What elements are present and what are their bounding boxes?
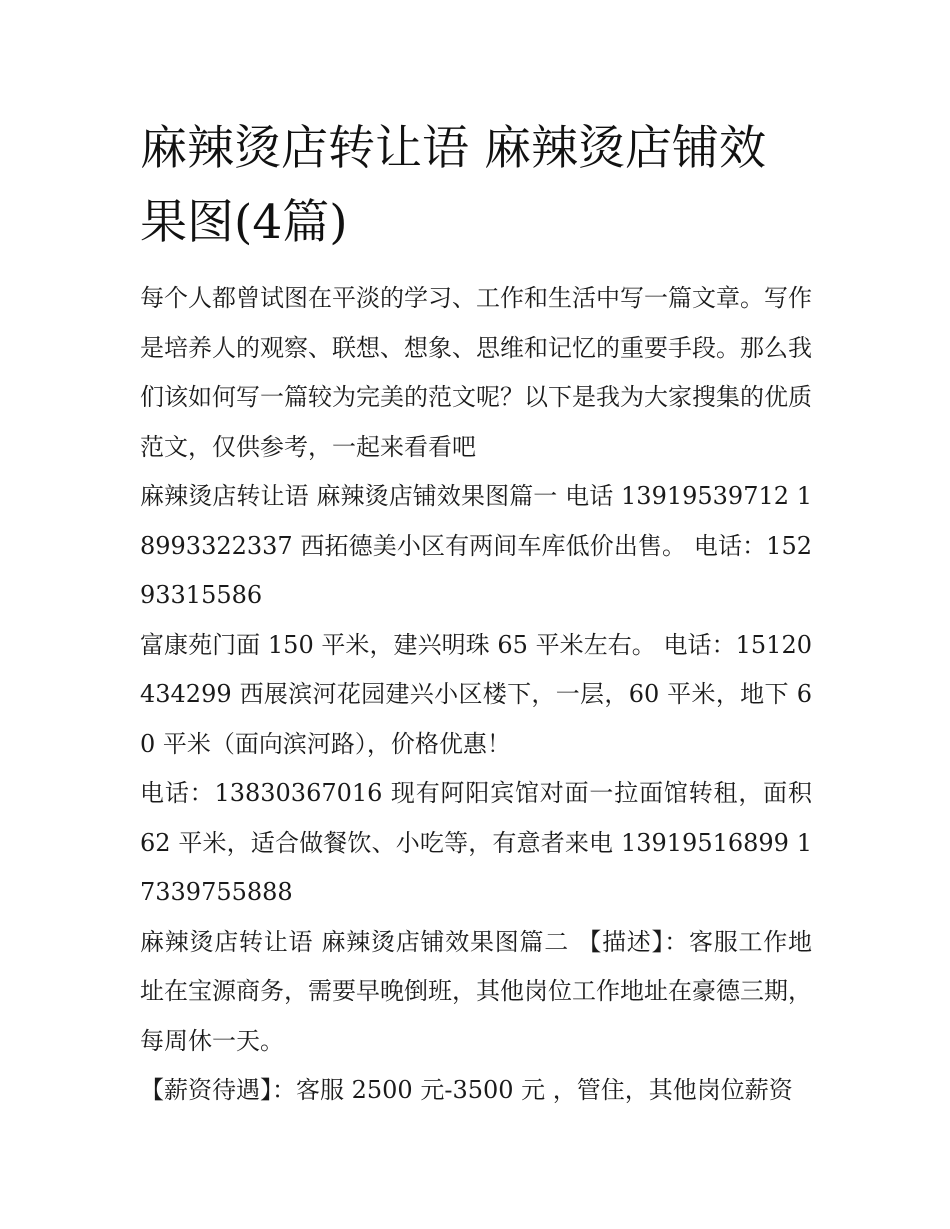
intro-paragraph: 每个人都曾试图在平淡的学习、工作和生活中写一篇文章。写作是培养人的观察、联想、想象、思维和记忆的重要手段。那么我们该如何写一篇较为完美的范文呢？以下是我为大家搜集的优质范文，仅供参考，一起来看看吧	[140, 284, 812, 461]
article-two-paragraph: 麻辣烫店转让语 麻辣烫店铺效果图篇二 【描述】：客服工作地址在宝源商务，需要早晚倒班，其他岗位工作地址在豪德三期，每周休一天。	[140, 927, 812, 1055]
noodle-shop-paragraph: 电话：13830367016 现有阿阳宾馆对面一拉面馆转租，面积 62 平米，适合做餐饮、小吃等，有意者来电 13919516899 17339755888	[140, 779, 812, 906]
document-title: 麻辣烫店转让语 麻辣烫店铺效果图(4篇)	[140, 121, 766, 250]
shopfront-paragraph: 富康苑门面 150 平米，建兴明珠 65 平米左右。 电话：15120434299 西展滨河花园建兴小区楼下，一层，60 平米，地下 60 平米（面向滨河路），价格优惠！	[140, 630, 812, 758]
article-one-paragraph: 麻辣烫店转让语 麻辣烫店铺效果图篇一 电话 13919539712 18993322337 西拓德美小区有两间车库低价出售。 电话：15293315586	[140, 482, 812, 609]
document-page	[140, 112, 812, 1116]
salary-paragraph: 【薪资待遇】：客服 2500 元-3500 元 ，管住，其他岗位薪资	[140, 1076, 793, 1104]
